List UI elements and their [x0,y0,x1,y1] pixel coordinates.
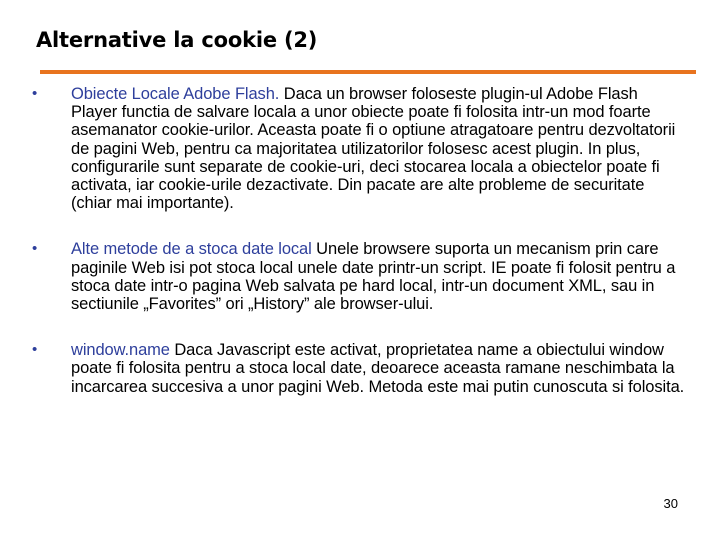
bullet-item-flash [28,85,688,212]
bullet-text-local-storage: Unele browsere suporta un mecanism prin care paginile Web isi pot stoca local unele date printr-un script. IE poate fi folosit pentru a stoca date intr-o pagina Web salvata pe hard local, intr-un document XML, sau in sectiunile „Favorites” ori „History” ale browser-ului. [71,240,676,314]
bullet-marker: • [32,85,38,102]
bullet-list [28,85,688,396]
bullet-marker: • [32,240,38,258]
page-number: 30 [663,496,678,511]
bullet-marker: • [32,341,38,359]
bullet-item-local-storage [28,240,688,313]
bullet-item-window-name [28,341,688,396]
title-underline [40,70,696,74]
bullet-lead-local-storage: Alte metode de a stoca date local [71,240,317,259]
bullet-lead-window-name: window.name [71,341,175,360]
bullet-lead-flash: Obiecte Locale Adobe Flash. [71,85,284,103]
slide-title: Alternative la cookie (2) [36,28,318,52]
bullet-text-flash: Daca un browser foloseste plugin-ul Adobe Flash Player functia de salvare locala a unor obiecte poate fi folosita intr-un mod foarte asemanator cookie-urilor. Aceasta poate fi o optiune atragatoare pentru dezvoltatorii de pagini Web, pentru ca majoritatea utilizatorilor folosesc acest plugin. In plus, configurarile sunt separate de cookie-uri, deci stocarea locala a obiectelor poate fi activata, iar cookie-urile dezactivate. Din pacate are alte probleme de securitate (chiar mai importante). [71,85,676,213]
bullet-text-window-name: Daca Javascript este activat, proprietatea name a obiectului window poate fi folosita pentru a stoca local date, deoarece aceasta ramane neschimbata la incarcarea succesiva a unor pagini Web. Metoda este mai putin cunoscuta si folosita. [71,341,685,396]
